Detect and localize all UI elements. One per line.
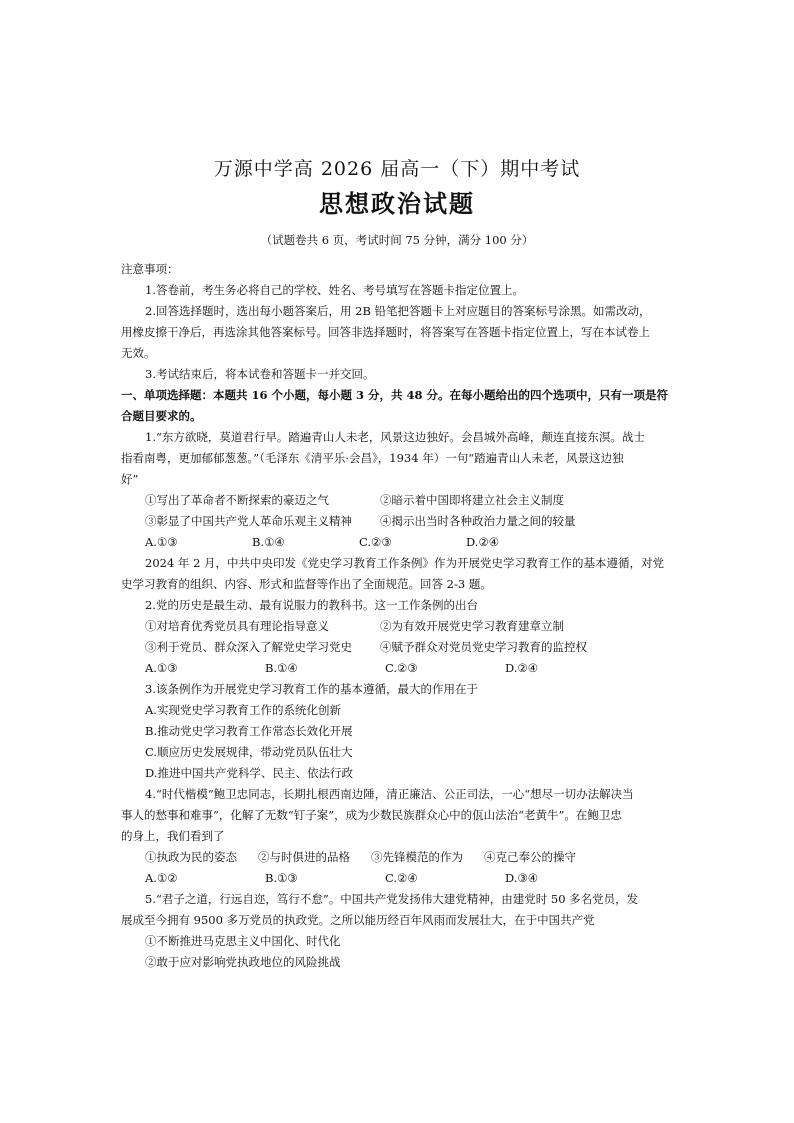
- note-2-line-2: 用橡皮擦干净后，再选涂其他答案标号。回答非选择题时，将答案写在答题卡指定位置上，写在本试卷上: [121, 325, 650, 339]
- q2-statements-row-2: [121, 637, 681, 658]
- q4-stem-cont: 事人的愁事和难事”，化解了无数“钉子案”，成为少数民族群众心中的佤山法治“老黄牛”。在鲍卫忠: [121, 808, 622, 822]
- q1-choice-d: D.②④: [466, 535, 500, 549]
- q4-choice-b: B.①③: [265, 871, 298, 885]
- q2-choices: [121, 658, 681, 679]
- q1-statement-3: ③彰显了中国共产党人革命乐观主义精神: [145, 514, 352, 528]
- q4-choices: [121, 868, 681, 889]
- q4-statement-1: ①执政为民的姿态: [145, 850, 237, 864]
- q2-statements-row-1: [121, 616, 681, 637]
- q4-stem: 4.“时代楷模”鲍卫忠同志，长期扎根西南边陲，清正廉洁、公正司法，一心“想尽一切办法解决当: [145, 787, 634, 801]
- q4-statement-3: ③先锋模范的作为: [371, 850, 463, 864]
- q2-statement-2: ②为有效开展党史学习教育建章立制: [380, 619, 564, 633]
- q1-choice-a: A.①③: [145, 535, 178, 549]
- q1-statements-row-2: [121, 511, 681, 532]
- q2-statement-3: ③利于党员、群众深入了解党史学习党史: [145, 640, 352, 654]
- q1-statement-1: ①写出了革命者不断探索的豪迈之气: [145, 493, 329, 507]
- q4-statement-2: ②与时俱进的品格: [258, 850, 350, 864]
- q2-statement-1: ①对培育优秀党员具有理论指导意义: [145, 619, 329, 633]
- q4-choice-a: A.①②: [145, 871, 178, 885]
- q4-statement-4: ④克己奉公的操守: [484, 850, 576, 864]
- exam-title: 万源中学高 2026 届高一（下）期中考试: [213, 158, 581, 180]
- q4-stem-end: 的身上，我们看到了: [121, 829, 225, 843]
- q1-stem-cont: 指看南粤，更加郁郁葱葱。”（毛泽东《清平乐·会昌》，1934 年）一句“踏遍青山人未老，风景这边独: [121, 451, 624, 465]
- q5-statement-1: ①不断推进马克思主义中国化、时代化: [145, 934, 341, 948]
- q1-statements-row-1: [121, 490, 681, 511]
- subject-title: 思想政治试题: [319, 189, 475, 218]
- note-3: 3.考试结束后，将本试卷和答题卡一并交回。: [145, 367, 375, 381]
- exam-content: [121, 259, 681, 973]
- q4-statements: [121, 847, 681, 868]
- q2-stem: 2.党的历史是最生动、最有说服力的教科书。这一工作条例的出台: [145, 598, 478, 612]
- section-1-heading: 一、单项选择题：本题共 16 个小题，每小题 3 分，共 48 分。在每小题给出的四个选项中，只有一项是符: [121, 388, 669, 402]
- q3-stem: 3.该条例作为开展党史学习教育工作的基本遵循，最大的作用在于: [145, 682, 478, 696]
- q2-choice-d: D.②④: [505, 661, 539, 675]
- note-2-line-3: 无效。: [121, 346, 156, 360]
- q5-statement-2: ②敢于应对影响党执政地位的风险挑战: [145, 955, 341, 969]
- q4-choice-c: C.②④: [385, 871, 418, 885]
- q1-statement-2: ②暗示着中国即将建立社会主义制度: [380, 493, 564, 507]
- material-2-3-cont: 史学习教育的组织、内容、形式和监督等作出了全面规范。回答 2-3 题。: [121, 577, 492, 591]
- q2-choice-b: B.①④: [265, 661, 298, 675]
- note-1: 1.答卷前，考生务必将自己的学校、姓名、考号填写在答题卡指定位置上。: [145, 283, 524, 297]
- q1-choices: [121, 532, 681, 553]
- q2-statement-4: ④赋予群众对党员党史学习教育的监控权: [380, 640, 587, 654]
- q1-stem-end: 好”: [121, 472, 139, 486]
- material-2-3: 2024 年 2 月，中共中央印发《党史学习教育工作条例》作为开展党史学习教育工作的基本遵循，对党: [145, 556, 665, 570]
- q1-choice-c: C.②③: [359, 535, 392, 549]
- section-1-heading-cont: 合题目要求的。: [121, 409, 202, 423]
- exam-info: （试题卷共 6 页，考试时间 75 分钟，满分 100 分）: [260, 233, 534, 247]
- q1-choice-b: B.①④: [252, 535, 285, 549]
- q3-choice-c: C.顺应历史发展规律，带动党员队伍壮大: [145, 745, 353, 759]
- q2-choice-a: A.①③: [145, 661, 178, 675]
- q3-choice-b: B.推动党史学习教育工作常态长效化开展: [145, 724, 353, 738]
- q2-choice-c: C.②③: [385, 661, 418, 675]
- q1-statement-4: ④揭示出当时各种政治力量之间的较量: [380, 514, 576, 528]
- q3-choice-d: D.推进中国共产党科学、民主、依法行政: [145, 766, 353, 780]
- q4-choice-d: D.③④: [505, 871, 539, 885]
- q5-stem-cont: 展成至今拥有 9500 多万党员的执政党。之所以能历经百年风雨而发展壮大，在于中国共产党: [121, 913, 595, 927]
- note-2-line-1: 2.回答选择题时，选出每小题答案后，用 2B 铅笔把答题卡上对应题目的答案标号涂黑。如需改动，: [145, 304, 651, 318]
- q5-stem: 5.“君子之道，行远自迩，笃行不怠”。中国共产党发扬伟大建党精神，由建党时 50 多名党员，发: [145, 892, 639, 906]
- q1-stem: 1.“东方欲晓，莫道君行早。踏遍青山人未老，风景这边独好。会昌城外高峰，颠连直接东溟。战士: [145, 430, 645, 444]
- q3-choice-a: A.实现党史学习教育工作的系统化创新: [145, 703, 341, 717]
- notes-heading: 注意事项：: [121, 262, 179, 276]
